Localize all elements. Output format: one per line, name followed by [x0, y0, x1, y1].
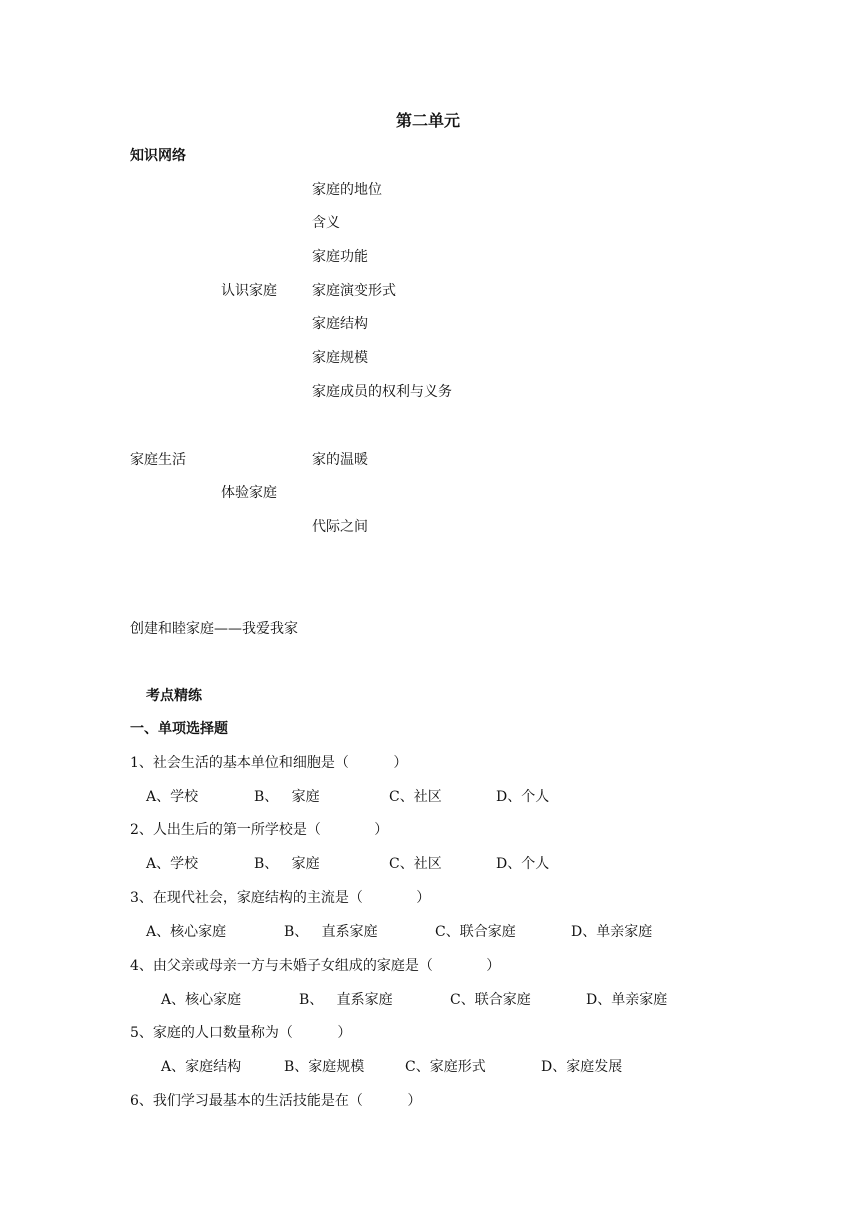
- answer-option: D、个人: [496, 789, 550, 805]
- answer-option: C、社区: [389, 856, 442, 872]
- page-title: 第二单元: [396, 111, 461, 130]
- network-item: 家庭功能: [312, 249, 368, 265]
- question-text: 1、社会生活的基本单位和细胞是（ ）: [130, 755, 408, 771]
- answer-option: B、 直系家庭: [284, 924, 378, 940]
- answer-option: C、联合家庭: [450, 992, 531, 1008]
- network-branch-label: 创建和睦家庭——我爱我家: [130, 621, 298, 637]
- answer-option: C、家庭形式: [405, 1059, 486, 1075]
- network-item: 家庭的地位: [312, 182, 382, 198]
- question-text: 2、人出生后的第一所学校是（ ）: [130, 822, 389, 838]
- question-text: 4、由父亲或母亲一方与未婚子女组成的家庭是（ ）: [130, 958, 501, 974]
- network-item: 家庭演变形式: [312, 283, 396, 299]
- network-item: 家庭结构: [312, 316, 368, 332]
- network-branch-label: 体验家庭: [221, 485, 277, 501]
- answer-option: B、 家庭: [254, 789, 320, 805]
- answer-option: D、单亲家庭: [571, 924, 653, 940]
- answer-option: A、核心家庭: [146, 924, 227, 940]
- answer-option: A、学校: [146, 856, 199, 872]
- answer-option: B、 家庭: [254, 856, 320, 872]
- network-item: 家庭成员的权利与义务: [312, 384, 452, 400]
- question-text: 5、家庭的人口数量称为（ ）: [130, 1025, 352, 1041]
- answer-option: D、家庭发展: [541, 1059, 623, 1075]
- network-item: 家的温暖: [312, 452, 368, 468]
- network-item: 家庭规模: [312, 350, 368, 366]
- answer-option: A、学校: [146, 789, 199, 805]
- answer-option: B、 直系家庭: [299, 992, 393, 1008]
- answer-option: A、核心家庭: [161, 992, 242, 1008]
- answer-option: A、家庭结构: [161, 1059, 242, 1075]
- section-heading-practice: 考点精练: [146, 688, 202, 704]
- answer-option: C、社区: [389, 789, 442, 805]
- network-item: 含义: [312, 215, 340, 231]
- part-heading: 一、单项选择题: [130, 721, 228, 737]
- answer-option: D、个人: [496, 856, 550, 872]
- network-branch-label: 认识家庭: [221, 283, 277, 299]
- network-root-label: 家庭生活: [130, 452, 186, 468]
- network-item: 代际之间: [312, 519, 368, 535]
- answer-option: B、家庭规模: [284, 1059, 365, 1075]
- question-text: 6、我们学习最基本的生活技能是在（ ）: [130, 1093, 422, 1109]
- answer-option: D、单亲家庭: [586, 992, 668, 1008]
- question-text: 3、在现代社会，家庭结构的主流是（ ）: [130, 890, 431, 906]
- section-heading-network: 知识网络: [130, 148, 186, 164]
- answer-option: C、联合家庭: [435, 924, 516, 940]
